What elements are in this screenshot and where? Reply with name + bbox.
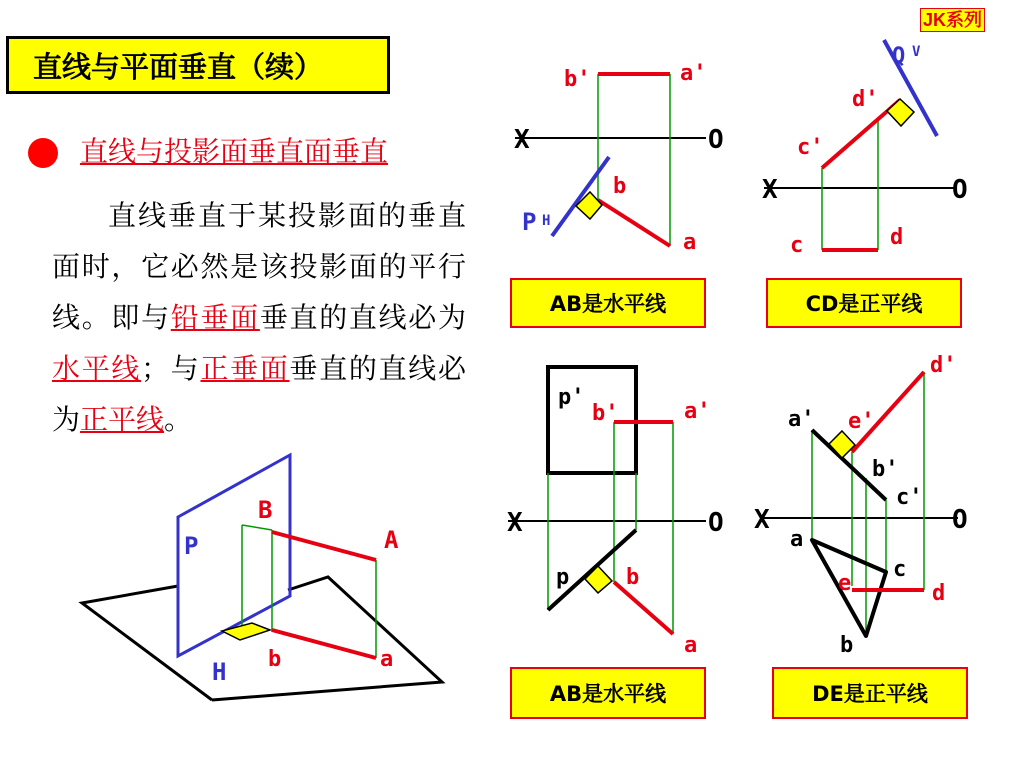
diagram-a-label-x: X xyxy=(514,125,530,155)
diagram-b-right-angle-mark xyxy=(887,99,914,126)
diagram-a-label-a: a xyxy=(683,230,697,255)
diagram-a-label-o: O xyxy=(708,125,724,155)
diagram-3d-label-b: b xyxy=(268,647,282,672)
diagram-b-label-x: X xyxy=(762,175,778,205)
body-text-5: 。 xyxy=(164,403,193,436)
diagram-3d-label-A: A xyxy=(384,526,399,554)
diagram-3d-label-h: H xyxy=(212,658,227,686)
series-tag: JK系列 xyxy=(920,8,985,32)
diagram-a-label-b: b xyxy=(613,174,627,199)
diagram-d-label-a: a xyxy=(790,527,804,552)
page-title-text: 直线与平面垂直（续） xyxy=(33,49,324,84)
diagram-d-label-b: b xyxy=(840,633,854,658)
diagram-d-label-b-prime: b' xyxy=(872,457,899,482)
diagram-a-label-plane-sub: H xyxy=(542,213,551,229)
diagram-b xyxy=(762,40,968,258)
diagram-c-caption-text: AB是水平线 xyxy=(549,682,667,706)
diagram-c-top-projection xyxy=(614,582,673,634)
diagram-c-label-a: a xyxy=(684,633,698,658)
diagram-a-label-plane: P xyxy=(522,208,537,236)
diagram-c-label-p-prime: p' xyxy=(558,385,585,410)
diagram-c-label-p: p xyxy=(556,565,570,590)
diagram-a-top-projection xyxy=(598,200,670,246)
body-text-4: 垂直的直线必为 xyxy=(52,352,466,436)
diagram-a-caption-text: AB是水平线 xyxy=(549,292,667,316)
diagram-3d-label-plane: P xyxy=(184,532,199,560)
diagram-d-label-x: X xyxy=(754,505,770,535)
body-highlight-2: 水平线 xyxy=(52,352,142,385)
diagram-d-label-a-prime: a' xyxy=(788,407,815,432)
body-text-3: ；与 xyxy=(141,352,201,385)
diagram-d xyxy=(754,353,968,658)
diagram-c-caption xyxy=(510,667,706,719)
body-highlight-4: 正平线 xyxy=(80,403,165,436)
diagram-b-label-c: c xyxy=(790,233,804,258)
diagram-d-label-e-prime: e' xyxy=(848,409,875,434)
diagram-3d xyxy=(82,455,442,700)
diagram-c xyxy=(507,367,724,658)
diagram-3d-projector-b-top xyxy=(242,525,272,530)
body-highlight-1: 铅垂面 xyxy=(170,301,260,334)
diagram-b-label-d: d xyxy=(890,225,904,250)
diagram-3d-h-plane-left xyxy=(82,586,212,700)
body-text-2: 垂直的直线必为 xyxy=(259,301,466,334)
diagram-b-label-c-prime: c' xyxy=(797,135,824,160)
diagram-c-label-a-prime: a' xyxy=(684,399,711,424)
diagram-a-plane-trace xyxy=(552,157,609,236)
diagram-3d-line-ab-projection xyxy=(272,630,376,658)
diagram-c-label-b: b xyxy=(626,565,640,590)
diagram-d-label-d-prime: d' xyxy=(930,353,957,378)
diagram-d-caption xyxy=(772,667,968,719)
section-heading: 直线与投影面垂直面垂直 xyxy=(80,135,389,168)
diagram-b-label-plane-sub: V xyxy=(912,44,921,60)
diagram-d-label-c-prime: c' xyxy=(896,485,923,510)
diagram-d-label-o: O xyxy=(952,505,968,535)
diagram-b-caption-text: CD是正平线 xyxy=(805,292,923,316)
diagram-a-caption xyxy=(510,278,706,328)
diagram-b-label-d-prime: d' xyxy=(852,87,879,112)
diagram-d-label-e: e xyxy=(838,571,852,596)
diagram-b-label-plane: Q xyxy=(892,44,906,69)
diagram-a-label-a-prime: a' xyxy=(680,61,707,86)
diagram-d-caption-text: DE是正平线 xyxy=(812,682,928,706)
diagram-3d-line-ab xyxy=(272,532,376,560)
diagram-b-caption xyxy=(766,278,962,328)
diagram-3d-right-angle-mark xyxy=(222,623,270,640)
diagram-c-label-b-prime: b' xyxy=(592,401,619,426)
body-text-1: 直线垂直于某投影面的垂直面时，它必然是该投影面的平行线。即与 xyxy=(52,199,466,334)
diagram-3d-label-a: a xyxy=(380,647,394,672)
diagram-a-label-b-prime: b' xyxy=(564,67,591,92)
diagram-3d-label-B: B xyxy=(258,496,273,524)
body-highlight-3: 正垂面 xyxy=(200,352,290,385)
diagram-c-label-x: X xyxy=(507,508,523,538)
diagram-a xyxy=(514,61,724,255)
diagram-d-label-d: d xyxy=(932,581,946,606)
diagram-c-label-o: O xyxy=(708,508,724,538)
diagram-b-label-o: O xyxy=(952,175,968,205)
diagram-d-label-c: c xyxy=(893,557,907,582)
diagram-d-right-angle-mark xyxy=(829,431,855,458)
